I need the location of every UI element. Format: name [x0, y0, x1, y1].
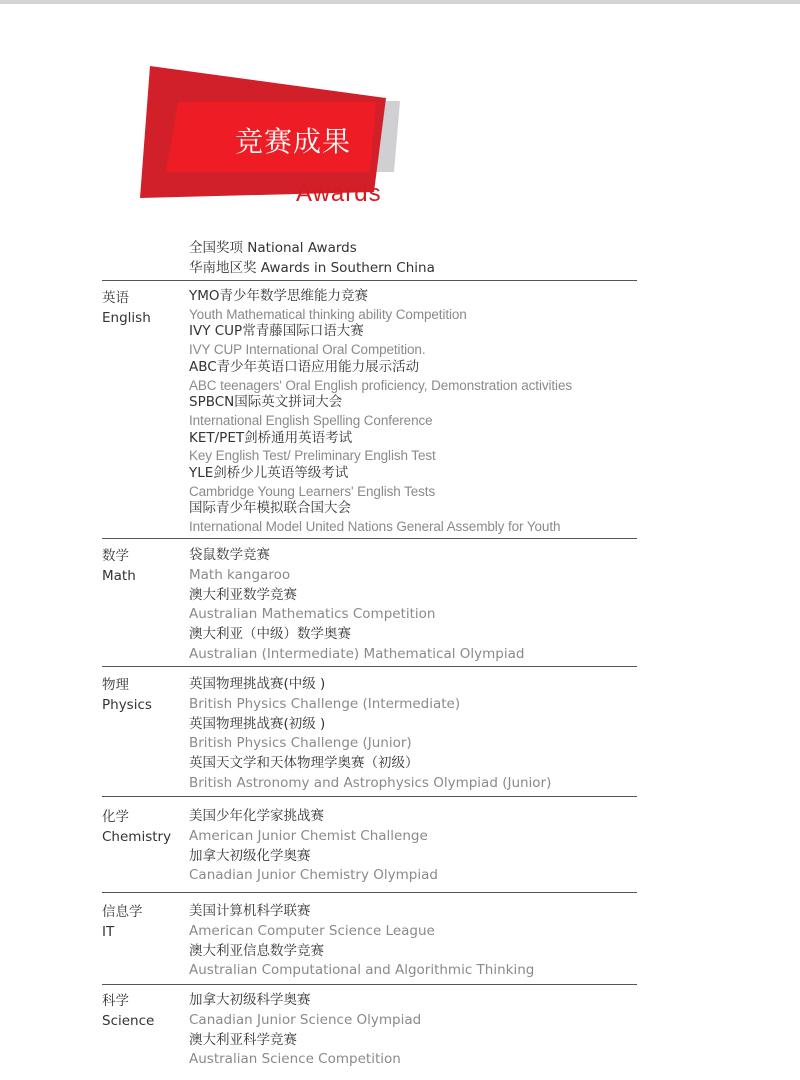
award-name-zh: 英国天文学和天体物理学奥赛（初级） [189, 755, 419, 772]
award-name-en: IVY CUP International Oral Competition. [189, 342, 426, 358]
award-name-en: Australian (Intermediate) Mathematical Olympiad [189, 645, 525, 662]
award-name-en: Australian Mathematics Competition [189, 606, 436, 623]
award-list [189, 546, 524, 665]
award-name-zh: 美国少年化学家挑战赛 [189, 808, 324, 824]
divider [102, 666, 637, 667]
award-name-zh: 英国物理挑战赛(初级 ) [189, 715, 326, 732]
award-name-en: Cambridge Young Learners' English Tests [189, 483, 436, 499]
award-name-zh: SPBCN国际英文拼词大会 [189, 394, 343, 411]
award-list [189, 288, 572, 536]
divider [102, 796, 637, 797]
legend-southern: 华南地区奖 Awards in Southern China [189, 260, 435, 276]
award-name-en: British Physics Challenge (Junior) [189, 735, 412, 752]
award-name-en: Canadian Junior Science Olympiad [189, 1011, 422, 1028]
award-name-zh: 加拿大初级化学奥赛 [189, 847, 311, 864]
category-label: 物理 Physics [102, 677, 152, 713]
category-label: 科学 Science [102, 993, 155, 1029]
award-name-en: International Model United Nations General Assembly for Youth [189, 519, 561, 535]
award-name-zh: 澳大利亚科学竞赛 [189, 1031, 297, 1048]
award-name-en: American Junior Chemist Challenge [189, 827, 428, 844]
award-name-en: Key English Test/ Preliminary English Test [189, 448, 436, 464]
award-name-en: Australian Computational and Algorithmic Thinking [189, 962, 535, 979]
legend-national: 全国奖项 National Awards [189, 240, 357, 256]
title-chinese: 竞赛成果 [234, 125, 351, 158]
award-name-zh: 袋鼠数学竞赛 [189, 547, 270, 563]
award-name-zh: KET/PET剑桥通用英语考试 [189, 429, 353, 446]
divider [102, 984, 637, 985]
award-name-zh: 澳大利亚（中级）数学奥赛 [189, 626, 351, 643]
divider [102, 538, 637, 539]
award-list [189, 991, 421, 1070]
title-english: Awards [296, 180, 382, 207]
award-name-en: British Physics Challenge (Intermediate) [189, 695, 461, 712]
award-name-zh: ABC青少年英语口语应用能力展示活动 [189, 358, 420, 375]
award-name-en: British Astronomy and Astrophysics Olympiad (Junior) [189, 774, 552, 791]
category-label: 英语 English [102, 290, 151, 326]
awards-header [138, 62, 408, 212]
award-name-zh: 国际青少年模拟联合国大会 [189, 500, 351, 517]
divider [102, 892, 637, 893]
award-name-zh: YMO青少年数学思维能力竞赛 [189, 288, 369, 304]
award-name-zh: 英国物理挑战赛(中级 ) [189, 676, 326, 692]
award-name-zh: 加拿大初级科学奥赛 [189, 992, 311, 1008]
award-name-en: International English Spelling Conference [189, 412, 433, 428]
divider [102, 280, 637, 281]
award-name-en: Australian Science Competition [189, 1051, 401, 1068]
award-legend [189, 238, 435, 278]
category-label: 信息学 IT [102, 904, 143, 940]
category-label: 化学 Chemistry [102, 809, 172, 845]
award-name-en: Canadian Junior Chemistry Olympiad [189, 867, 438, 884]
award-list [189, 807, 438, 886]
top-border [0, 0, 800, 4]
award-name-en: ABC teenagers' Oral English proficiency, Demonstration activities [189, 377, 572, 393]
award-list [189, 902, 534, 981]
award-name-zh: YLE剑桥少儿英语等级考试 [189, 465, 349, 482]
award-name-en: American Computer Science League [189, 922, 435, 939]
award-name-zh: 美国计算机科学联赛 [189, 903, 311, 919]
award-name-zh: 澳大利亚数学竞赛 [189, 586, 297, 603]
award-name-zh: 澳大利亚信息数学竞赛 [189, 942, 324, 959]
award-name-en: Youth Mathematical thinking ability Competition [189, 306, 467, 322]
award-name-zh: IVY CUP常青藤国际口语大赛 [189, 323, 364, 340]
award-name-en: Math kangaroo [189, 566, 291, 583]
award-list [189, 675, 551, 794]
category-label: 数学 Math [102, 548, 136, 584]
